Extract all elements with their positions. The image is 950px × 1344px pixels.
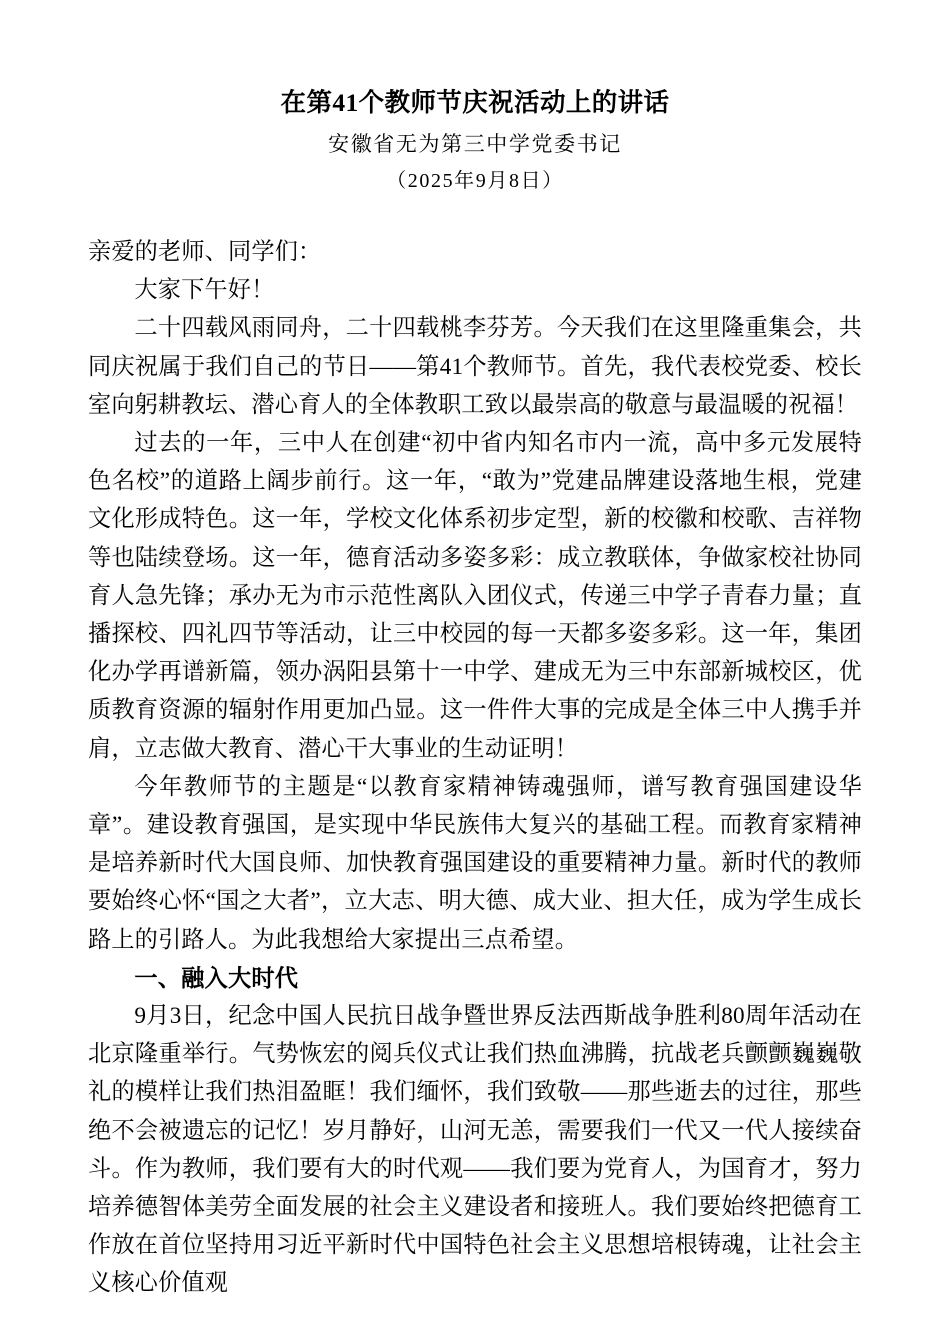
paragraph-4: 9月3日，纪念中国人民抗日战争暨世界反法西斯战争胜利80周年活动在北京隆重举行。气势恢宏的阅兵仪式让我们热血沸腾，抗战老兵颤颤巍巍敬礼的模样让我们热泪盈眶！我们缅怀，我们致敬——那些逝去的过往，那些绝不会被遗忘的记忆！岁月静好，山河无恙，需要我们一代又一代人接续奋斗。作为教师，我们要有大的时代观——我们要为党育人，为国育才，努力培养德智体美劳全面发展的社会主义建设者和接班人。我们要始终把德育工作放在首位坚持用习近平新时代中国特色社会主义思想培根铸魂，让社会主义核心价值观 xyxy=(88,1003,862,1297)
paragraph-3: 今年教师节的主题是“以教育家精神铸魂强师，谱写教育强国建设华章”。建设教育强国，是实现中华民族伟大复兴的基础工程。而教育家精神是培养新时代大国良师、加快教育强国建设的重要精神力量。新时代的教师要始终心怀“国之大者”，立大志、明大德、成大业、担大任，成为学生成长路上的引路人。为此我想给大家提出三点希望。 xyxy=(88,773,862,953)
document-body xyxy=(88,233,862,1303)
title-block xyxy=(88,0,862,197)
document-date: （2025年9月8日） xyxy=(386,170,564,192)
salutation-line: 亲爱的老师、同学们： xyxy=(88,239,322,265)
section-heading-1: 一、融入大时代 xyxy=(134,964,299,991)
document-title: 在第41个教师节庆祝活动上的讲话 xyxy=(280,88,670,117)
paragraph-1: 二十四载风雨同舟，二十四载桃李芬芳。今天我们在这里隆重集会，共同庆祝属于我们自己的节日——第41个教师节。首先，我代表校党委、校长室向躬耕教坛、潜心育人的全体教职工致以最崇高的敬意与最温暖的祝福！ xyxy=(88,315,862,418)
paragraph-2: 过去的一年，三中人在创建“初中省内知名市内一流，高中多元发展特色名校”的道路上阔步前行。这一年，“敢为”党建品牌建设落地生根，党建文化形成特色。这一年，学校文化体系初步定型，新的校徽和校歌、吉祥物等也陆续登场。这一年，德育活动多姿多彩：成立教联体，争做家校社协同育人急先锋；承办无为市示范性离队入团仪式，传递三中学子青春力量；直播探校、四礼四节等活动，让三中校园的每一天都多姿多彩。这一年，集团化办学再谱新篇，领办涡阳县第十一中学、建成无为三中东部新城校区，优质教育资源的辐射作用更加凸显。这一件件大事的完成是全体三中人携手并肩，立志做大教育、潜心干大事业的生动证明！ xyxy=(88,430,862,762)
greeting-line: 大家下午好！ xyxy=(134,277,275,304)
document-content xyxy=(88,0,862,1303)
document-subtitle: 安徽省无为第三中学党委书记 xyxy=(328,132,622,156)
